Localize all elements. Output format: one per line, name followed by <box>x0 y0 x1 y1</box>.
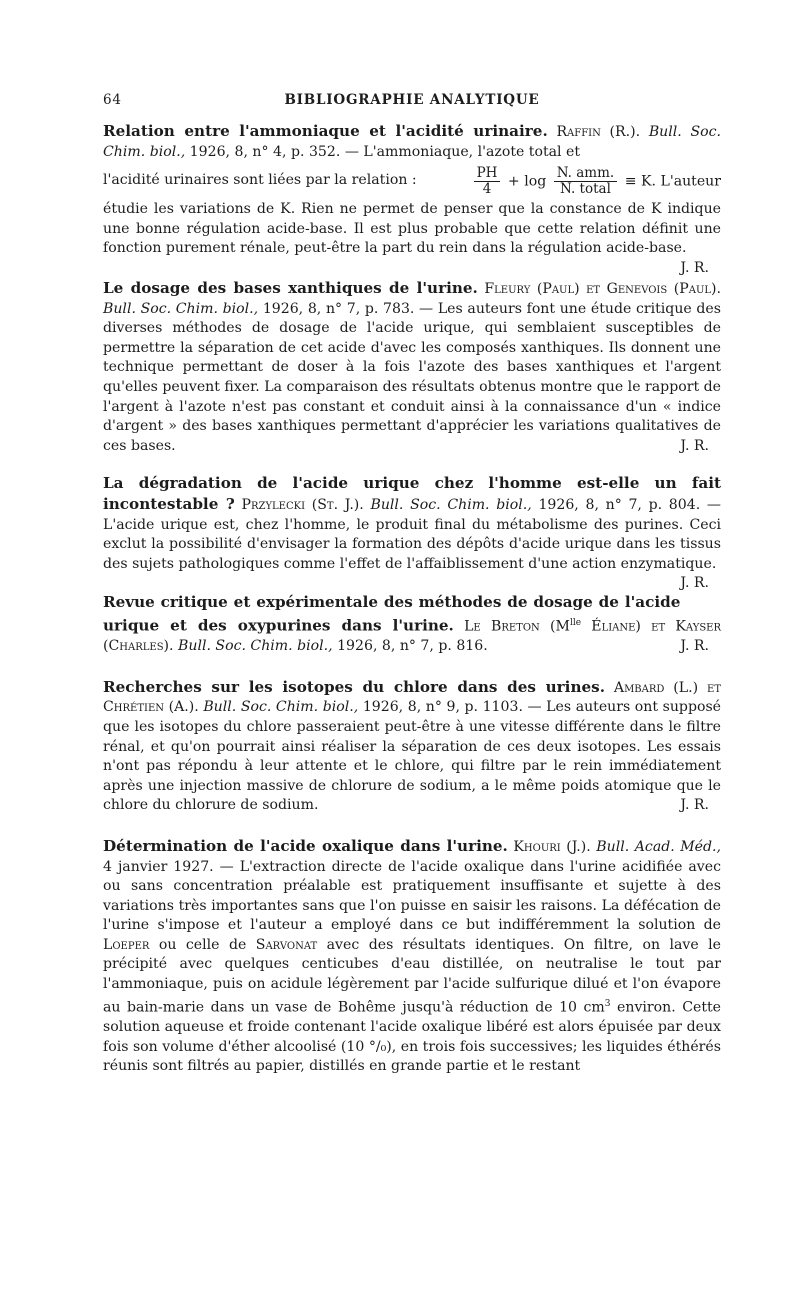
entry-text: étudie les variations de K. Rien ne permet de penser que la constance de K indique une bonne régulation acide-base. Il est plus probable que cette relation définit une fonction purement rénale, peut-être la part du rein dans la régulation acide-base. <box>103 201 721 257</box>
page-number: 64 <box>103 92 122 108</box>
entry-author: Przylecki (St. J.). <box>241 496 364 513</box>
formula <box>471 166 721 197</box>
page <box>103 92 721 1077</box>
entry-revue-critique <box>103 593 721 656</box>
fraction-ammonia <box>554 166 617 197</box>
entry-signature: J. R. <box>680 797 709 814</box>
cited-name: Loeper <box>103 936 150 953</box>
entry-degradation-acide-urique <box>103 474 721 592</box>
entry-author: Ambard (L.) et Chrétien (A.). <box>103 679 721 716</box>
entry-title: Détermination de l'acide oxalique dans l'urine. <box>103 836 508 855</box>
entry-title: Recherches sur les isotopes du chlore dans des urines. <box>103 677 605 696</box>
entry-isotopes-chlore <box>103 678 721 816</box>
entry-journal: Bull. Soc. Chim. biol., <box>178 638 333 655</box>
entry-journal: Bull. Soc. Chim. biol., <box>203 699 359 716</box>
entry-signature: J. R. <box>680 259 709 276</box>
entry-text: 1926, 8, n° 7, p. 783. — Les auteurs font une étude critique des diverses méthodes de dosage de l'acide urique, qui semblaient susceptibles de permettre la séparation de cet acide d'avec les composés xanthiques. Ils donnent une technique permettant de doser à la fois l'azote des bases xanthiques et l'argent qu'elles peuvent fixer. La comparaison des résultats obtenus montre que le rapport de l'argent à l'azote n'est pas constant et conduit ainsi à la connaissance d'un « indice d'argent » des bases xanthiques permettant d'apprécier les variations qualitatives de ces bases. <box>103 300 721 454</box>
unit-superscript: 3 <box>604 998 611 1009</box>
entry-title: Le dosage des bases xanthiques de l'urine. <box>103 278 478 297</box>
entry-signature: J. R. <box>680 437 709 454</box>
formula-tail: ≡ K. L'auteur <box>624 173 721 190</box>
entry-text: avec des résultats identiques. On filtre, on lave le précipité avec quelques centicubes d'eau distillée, on neutralise le tout par l'ammoniaque, puis on acidule légèrement par l'acide sulfurique dilué et l'on évapore au bain-marie dans un vase de Bohême jusqu'à réduction de 10 cm <box>103 936 722 1016</box>
entry-journal: Bull. Soc. Chim. biol., <box>370 496 532 513</box>
entry-acide-oxalique <box>103 837 721 1077</box>
entry-text: 1926, 8, n° 7, p. 804. — L'acide urique est, chez l'homme, le produit final du métabolisme des purines. Ceci exclut la possibilité d'envisager la formation des dépôts d'acide urique dans les tissus des sujets pathologiques comme l'effet de l'affaiblissement d'une action enzymatique. <box>103 496 721 572</box>
plus-sign: + <box>507 173 520 190</box>
author-title-superscript: lle <box>569 617 582 628</box>
entry-ammoniaque-acidite <box>103 122 721 276</box>
entry-journal: Bull. Soc. Chim. biol., <box>103 300 259 317</box>
fraction-numerator: PH <box>474 166 501 182</box>
entry-text: — L'ammoniaque, l'azote total et <box>344 143 581 160</box>
entry-author: Fleury (Paul) et Genevois (Paul). <box>484 280 721 297</box>
fraction-ph <box>474 166 501 197</box>
log-label: log <box>524 173 547 190</box>
entry-text: 4 janvier 1927. — L'extraction directe de l'acide oxalique dans l'urine acidifiée avec ou sans concentration préalable est pratiquement insuffisante et sujette à des variations très importantes sans que l'on puisse en saisir les raisons. La défécation de l'urine s'impose et l'auteur a employé dans ce but indifféremment la solution de <box>103 858 721 934</box>
entry-text: environ. Cette solution aqueuse et froide contenant l'acide oxalique libéré est alors épuisée par deux fois son volume d'éther alcoolisé (10 °/₀), en trois fois successives; les liquides éthérés réunis sont filtrés au papier, distillés en grande partie et le restant <box>103 999 721 1075</box>
entry-signature: J. R. <box>680 575 709 592</box>
entry-journal: Bull. Acad. Méd., <box>596 838 721 855</box>
entry-text: 1926, 8, n° 7, p. 816. <box>337 638 488 655</box>
entry-title: Revue critique et expérimentale des méthodes de dosage de l'acide urique et des oxypurines dans l'urine. <box>103 593 681 635</box>
page-header <box>103 92 721 114</box>
entry-title: La dégradation de l'acide urique chez l'homme est-elle un fait incontestable ? <box>103 474 721 513</box>
fraction-numerator: N. amm. <box>554 166 617 182</box>
fraction-denominator: N. total <box>560 180 611 197</box>
entry-text: ou celle de <box>158 936 247 953</box>
entry-journal: Bull. Soc. Chim. biol., <box>103 124 721 160</box>
entry-bases-xanthiques <box>103 279 721 456</box>
entry-author: Le Breton (M <box>464 618 570 635</box>
entry-text: 1926, 8, n° 9, p. 1103. — Les auteurs ont supposé que les isotopes du chlore passeraient peut-être à une vitesse différente dans le filtre rénal, et qu'on pourrait ainsi réaliser la séparation de ces deux isotopes. Les essais n'ont pas répondu à leur attente et le chlore, qui filtre par le rein immédiatement après une injection massive de chlorure de sodium, a le même poids atomique que le chlore du chlorure de sodium. <box>103 699 722 814</box>
entry-signature: J. R. <box>680 638 709 655</box>
entry-author: Khouri (J.). <box>513 838 591 855</box>
formula-line <box>103 162 721 200</box>
running-title: BIBLIOGRAPHIE ANALYTIQUE <box>284 92 540 108</box>
entry-reference: 1926, 8, n° 4, p. 352. <box>189 143 341 160</box>
formula-lead: l'acidité urinaires sont liées par la relation : <box>103 172 417 189</box>
entry-title: Relation entre l'ammoniaque et l'acidité urinaire. <box>103 122 548 140</box>
entry-author: Raffin (R.). <box>556 124 641 140</box>
cited-name: Sarvonat <box>255 936 318 953</box>
fraction-denominator: 4 <box>482 180 492 197</box>
entry-author: Éliane) et Kayser (Charles). <box>103 618 721 655</box>
